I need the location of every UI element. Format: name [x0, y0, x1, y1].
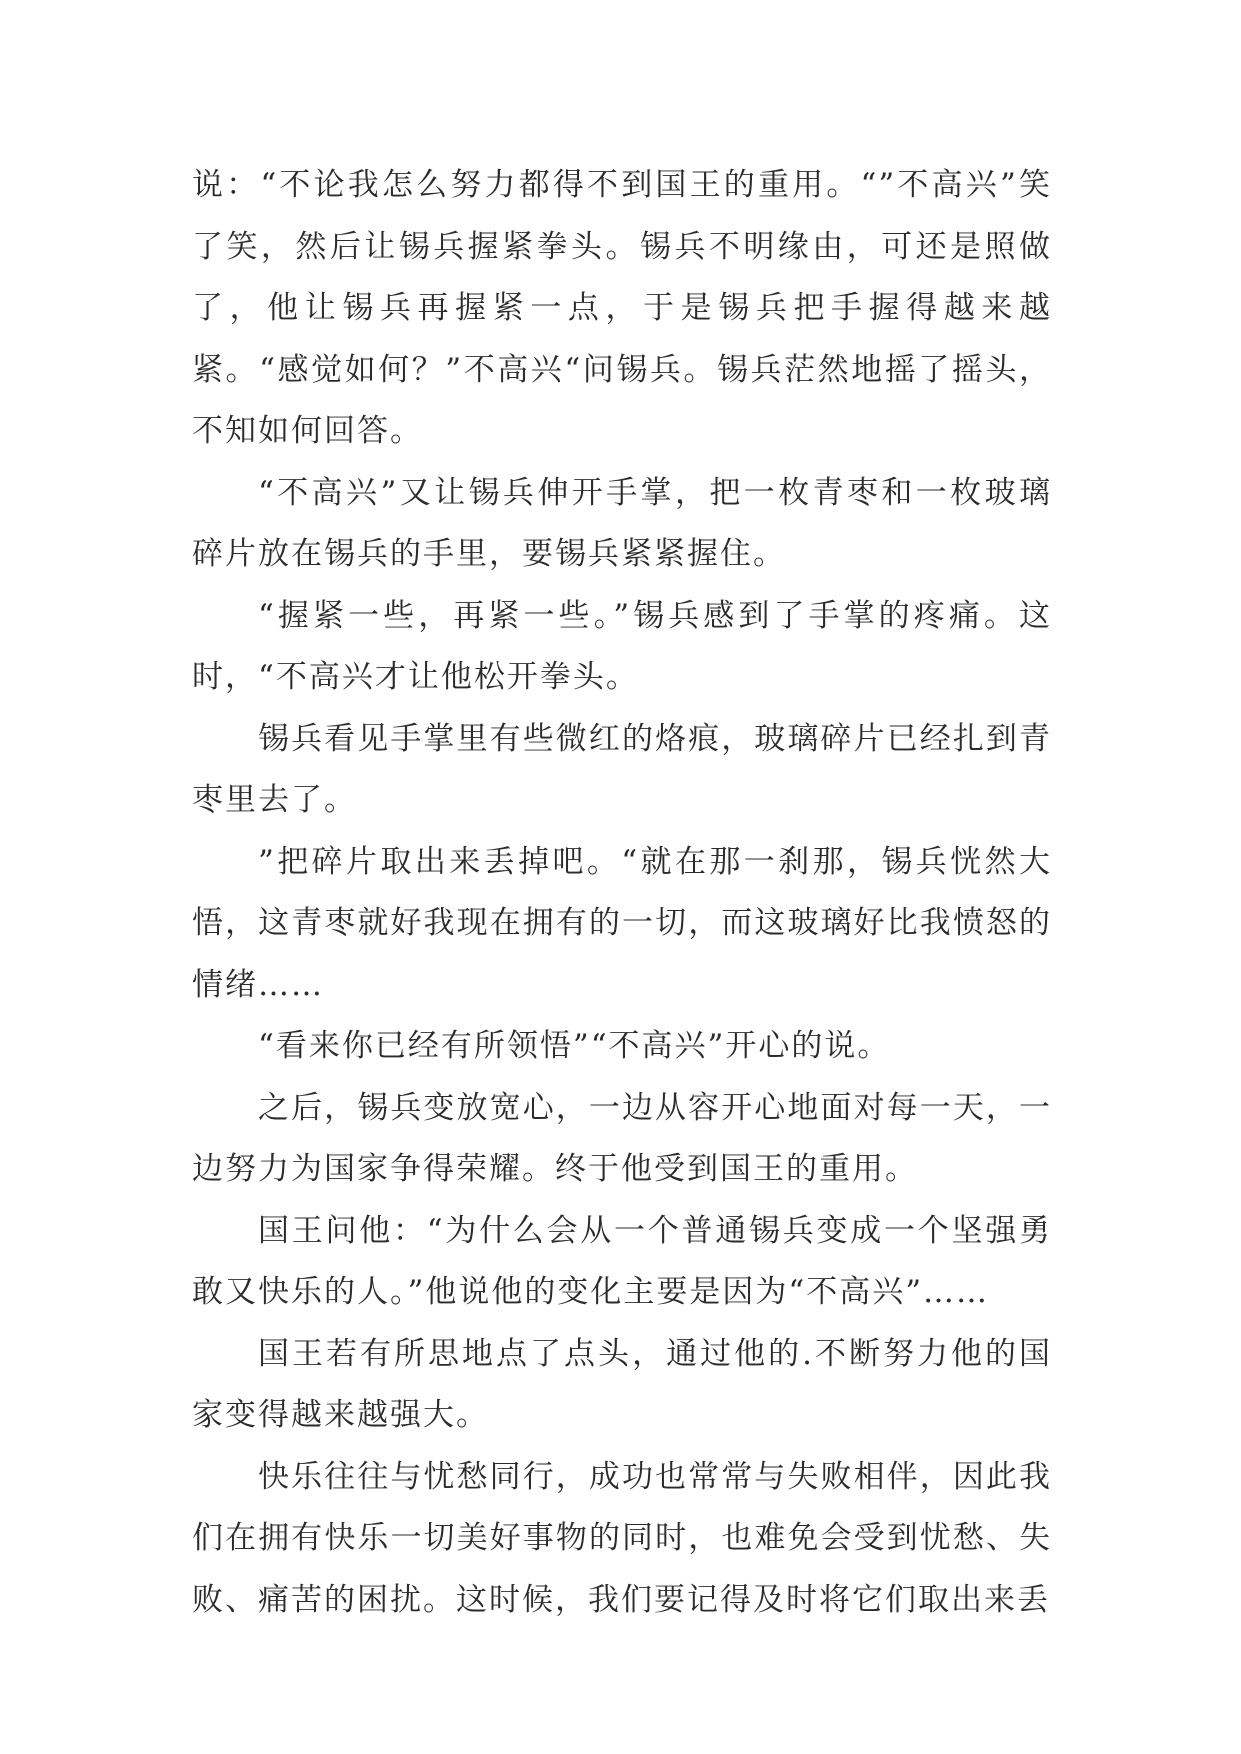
paragraph: 快乐往往与忧愁同行，成功也常常与失败相伴，因此我们在拥有快乐一切美好事物的同时，也难免会受到忧愁、失败、痛苦的困扰。这时候，我们要记得及时将它们取出来丢: [192, 1458, 1052, 1618]
paragraph: 锡兵看见手掌里有些微红的烙痕，玻璃碎片已经扎到青枣里去了。: [192, 720, 1052, 818]
paragraph: 之后，锡兵变放宽心，一边从容开心地面对每一天，一边努力为国家争得荣耀。终于他受到国王的重用。: [192, 1089, 1052, 1187]
paragraph: 国王若有所思地点了点头，通过他的.不断努力他的国家变得越来越强大。: [192, 1335, 1052, 1433]
document-body: [192, 155, 1052, 1631]
paragraph: “看来你已经有所领悟”“不高兴”开心的说。: [258, 1028, 891, 1064]
paragraph: “不高兴”又让锡兵伸开手掌，把一枚青枣和一枚玻璃碎片放在锡兵的手里，要锡兵紧紧握住。: [192, 474, 1052, 572]
paragraph: ”把碎片取出来丢掉吧。“就在那一刹那，锡兵恍然大悟，这青枣就好我现在拥有的一切，而这玻璃好比我愤怒的情绪……: [192, 843, 1052, 1003]
paragraph: 国王问他：“为什么会从一个普通锡兵变成一个坚强勇敢又快乐的人。”他说他的变化主要是因为“不高兴”……: [192, 1212, 1052, 1310]
paragraph: 说：“不论我怎么努力都得不到国王的重用。“”不高兴”笑了笑，然后让锡兵握紧拳头。锡兵不明缘由，可还是照做了，他让锡兵再握紧一点，于是锡兵把手握得越来越紧。“感觉如何？”不高兴“问锡兵。锡兵茫然地摇了摇头，不知如何回答。: [192, 167, 1052, 449]
paragraph: “握紧一些，再紧一些。”锡兵感到了手掌的疼痛。这时，“不高兴才让他松开拳头。: [192, 597, 1052, 695]
